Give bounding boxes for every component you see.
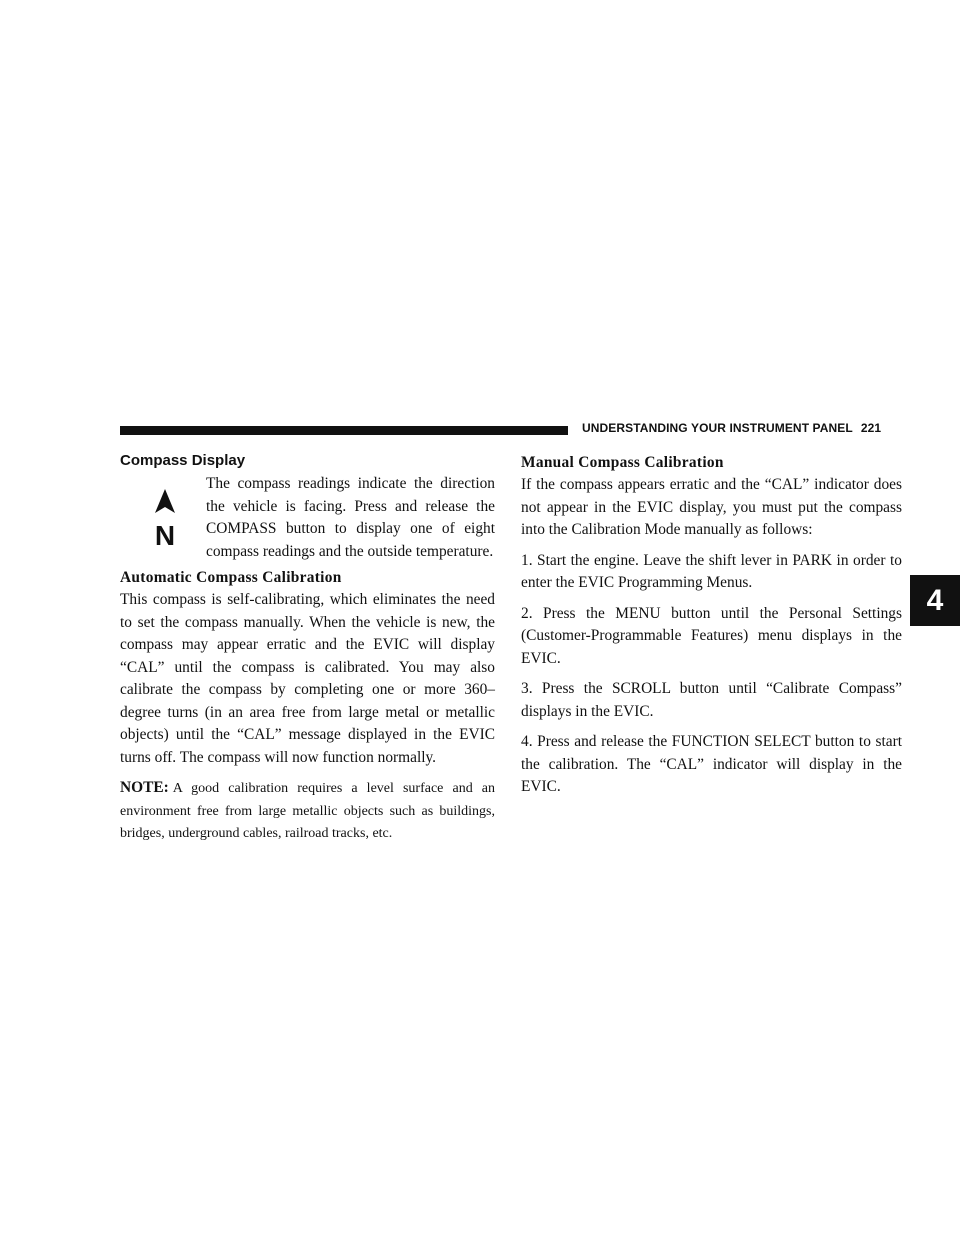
note-text: A good calibration requires a level surface and an environment free from large metallic objects such as buildings, bridges, underground cables, railroad tracks, etc. [120, 781, 495, 841]
manual-step-1: 1. Start the engine. Leave the shift lever in PARK in order to enter the EVIC Programming Menus. [521, 551, 902, 591]
compass-display-title: Compass Display [120, 452, 246, 469]
header-section-title: UNDERSTANDING YOUR INSTRUMENT PANEL [582, 421, 853, 435]
chapter-number: 4 [926, 583, 944, 617]
compass-north-icon [140, 487, 190, 549]
right-column [521, 450, 902, 807]
manual-step-3: 3. Press the SCROLL button until “Calibrate Compass” displays in the EVIC. [521, 680, 902, 720]
compass-display-text: The compass readings indicate the direction the vehicle is facing. Press and release the COMPASS button to display one of eight compass readings and the outside temperature. [206, 475, 495, 560]
running-header [582, 421, 902, 435]
page-number: 221 [860, 421, 882, 435]
manual-step-2: 2. Press the MENU button until the Personal Settings (Customer-Programmable Features) menu displays in the EVIC. [521, 604, 902, 667]
manual-calibration-title: Manual Compass Calibration [521, 454, 724, 471]
note-label: NOTE: [120, 779, 169, 796]
manual-calibration-intro: If the compass appears erratic and the “CAL” indicator does not appear in the EVIC display, you must put the compass into the Calibration Mode manually as follows: [521, 476, 902, 538]
left-column [120, 450, 495, 854]
auto-calibration-title: Automatic Compass Calibration [120, 569, 342, 586]
manual-step-4: 4. Press and release the FUNCTION SELECT button to start the calibration. The “CAL” indicator will display in the EVIC. [521, 733, 902, 795]
compass-icon-letter: N [154, 520, 176, 549]
note-paragraph [120, 777, 495, 846]
auto-calibration-text: This compass is self-calibrating, which eliminates the need to set the compass manually. When the vehicle is new, the compass may appear erratic and the EVIC will display “CAL” until the compass is calibrated. You may also calibrate the compass by completing one or more 360–degree turns (in an area free from large metal or metallic objects) until the “CAL” message displayed in the EVIC turns off. The compass will now function normally. [120, 591, 495, 766]
chapter-tab [910, 575, 960, 626]
header-rule [120, 426, 568, 435]
compass-display-block [120, 473, 495, 563]
